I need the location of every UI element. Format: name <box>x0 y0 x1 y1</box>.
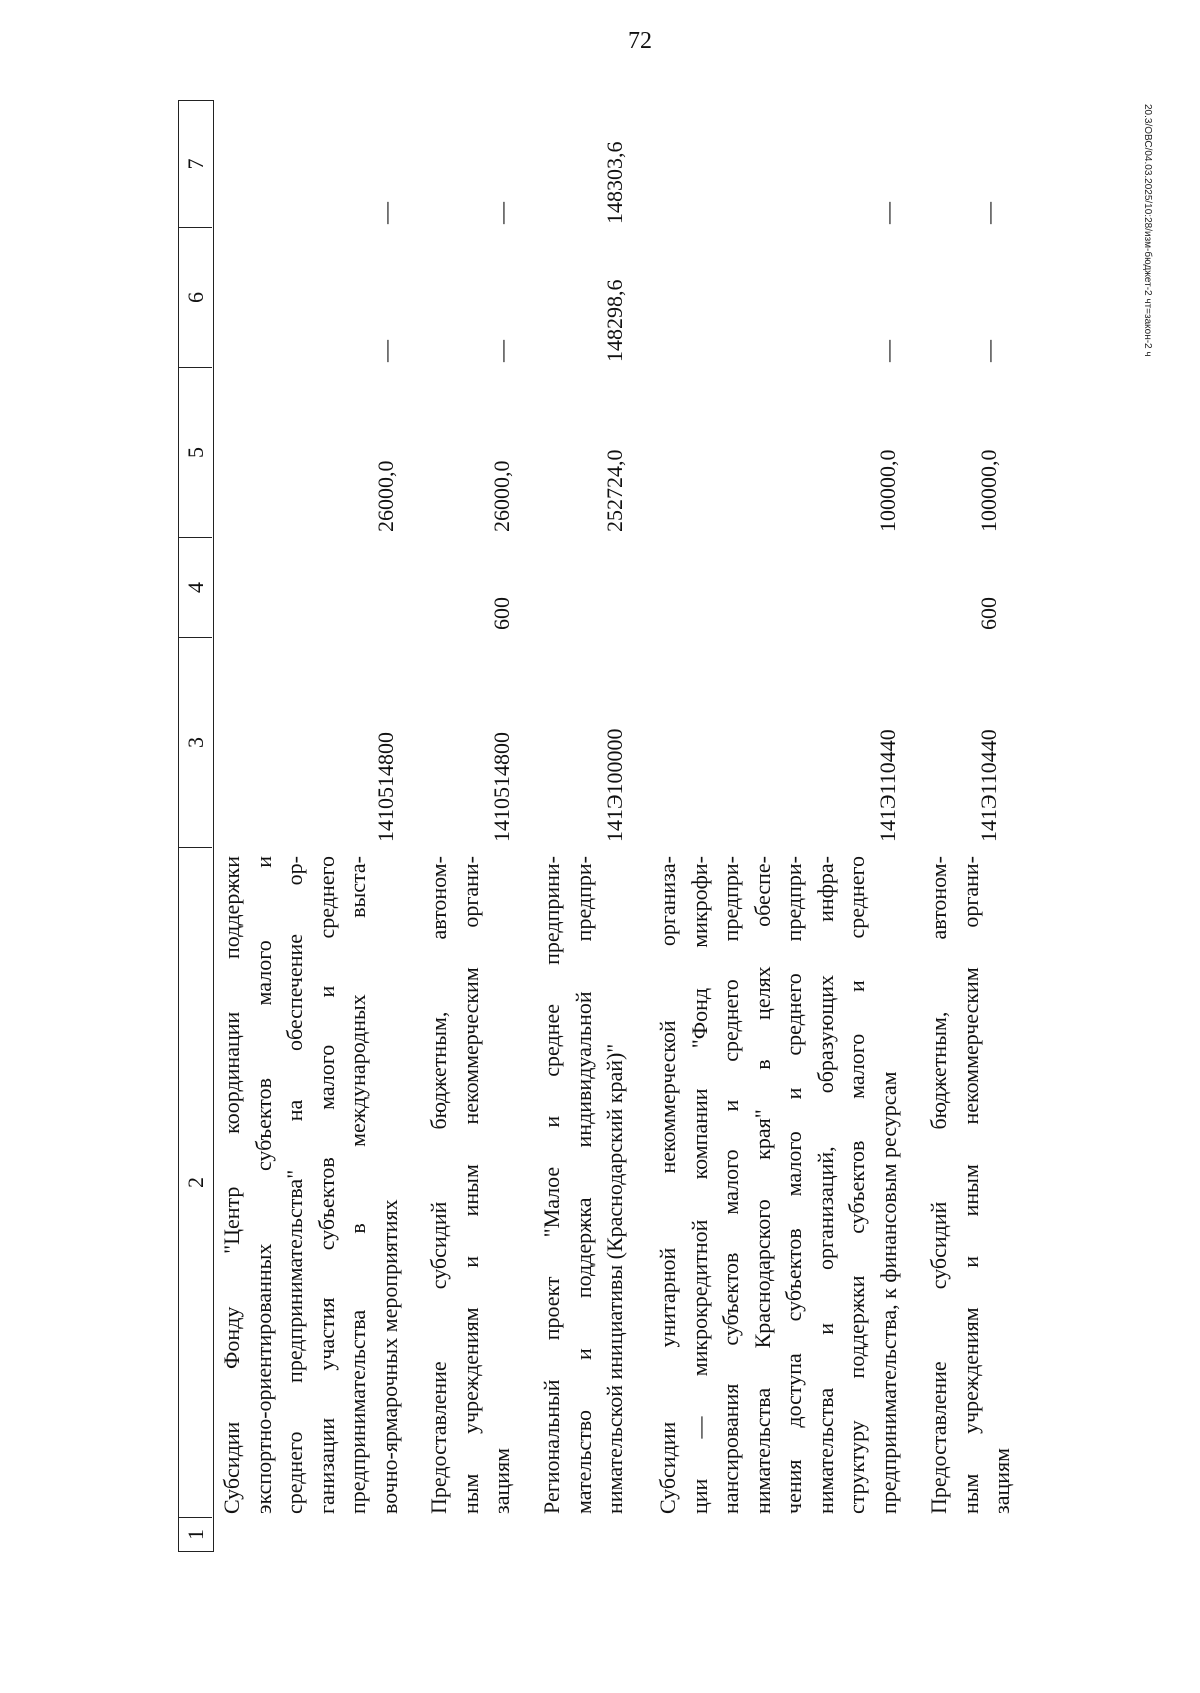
document-footer-code: 20.3/ОВС/04.03.2025/10:28/изм-бюджет-2 чт=закон-2 ч <box>1142 104 1153 357</box>
table-row <box>536 100 636 1552</box>
row-value-col5: 26000,0 <box>373 460 398 532</box>
row-value-col5: 100000,0 <box>875 449 900 532</box>
header-col-7: 7 <box>183 158 208 170</box>
header-col-5: 5 <box>179 367 212 537</box>
row-value-col6: — <box>976 340 1001 362</box>
page-number: 72 <box>628 28 652 54</box>
row-code: 141Э110440 <box>976 729 1001 842</box>
row-code: 141Э110440 <box>875 729 900 842</box>
row-description: Предоставление субсидий бюджетным, автоном- ным учреждениям и иным некоммерческим органи- зациям <box>926 856 1014 1514</box>
header-col-1: 1 <box>179 1517 212 1551</box>
row-value-col6: — <box>373 340 398 362</box>
header-col-2: 2 <box>179 847 212 1517</box>
header-col-3: 3 <box>179 637 212 847</box>
row-code: 1410514800 <box>489 732 514 842</box>
row-value-col6: 148298,6 <box>602 279 627 362</box>
row-value-col7: 148303,6 <box>602 141 627 224</box>
row-group: 600 <box>976 597 1001 630</box>
row-value-col5: 252724,0 <box>602 449 627 532</box>
row-value-col6: — <box>489 340 514 362</box>
row-value-col6: — <box>875 340 900 362</box>
row-group: 600 <box>489 597 514 630</box>
table-row <box>216 100 412 1552</box>
header-col-4: 4 <box>179 537 212 637</box>
row-description: Предоставление субсидий бюджетным, автоном- ным учреждениям и иным некоммерческим органи- зациям <box>426 856 514 1514</box>
table-row <box>652 100 908 1552</box>
header-col-6: 6 <box>179 227 212 367</box>
row-description: Региональный проект "Малое и среднее предприни- мательство и поддержка индивидуальной предпри- нимательской инициативы (Краснодарский край)" <box>539 856 627 1514</box>
table-row <box>423 100 523 1552</box>
row-value-col5: 26000,0 <box>489 460 514 532</box>
budget-table <box>178 100 1178 1552</box>
row-value-col7: — <box>976 202 1001 224</box>
row-value-col7: — <box>489 202 514 224</box>
row-value-col5: 100000,0 <box>976 449 1001 532</box>
table-row <box>923 100 1023 1552</box>
row-description: Субсидии Фонду "Центр координации поддержки экспортно-ориентированных субъектов малого и среднего предпринимательства" на обеспечение ор- ганизации участия субъектов малого и среднего предпринимательства в международных выста- вочно-ярмарочных мероприятиях <box>219 856 402 1514</box>
row-value-col7: — <box>875 202 900 224</box>
row-value-col7: — <box>373 202 398 224</box>
table-header-row <box>178 100 214 1552</box>
row-description: Субсидии унитарной некоммерческой организа- ции — микрокредитной компании "Фонд микрофи- нансирования субъектов малого и среднего предпри- нимательства Краснодарского края" в целях обеспе- чения доступа субъектов малого и среднего предпри- нимательства и организаций, образующих инфра- структуру поддержки субъектов малого и среднего предпринимательства, к финансовым ресурсам <box>655 856 901 1514</box>
row-code: 1410514800 <box>373 732 398 842</box>
row-code: 141Э100000 <box>602 728 627 842</box>
